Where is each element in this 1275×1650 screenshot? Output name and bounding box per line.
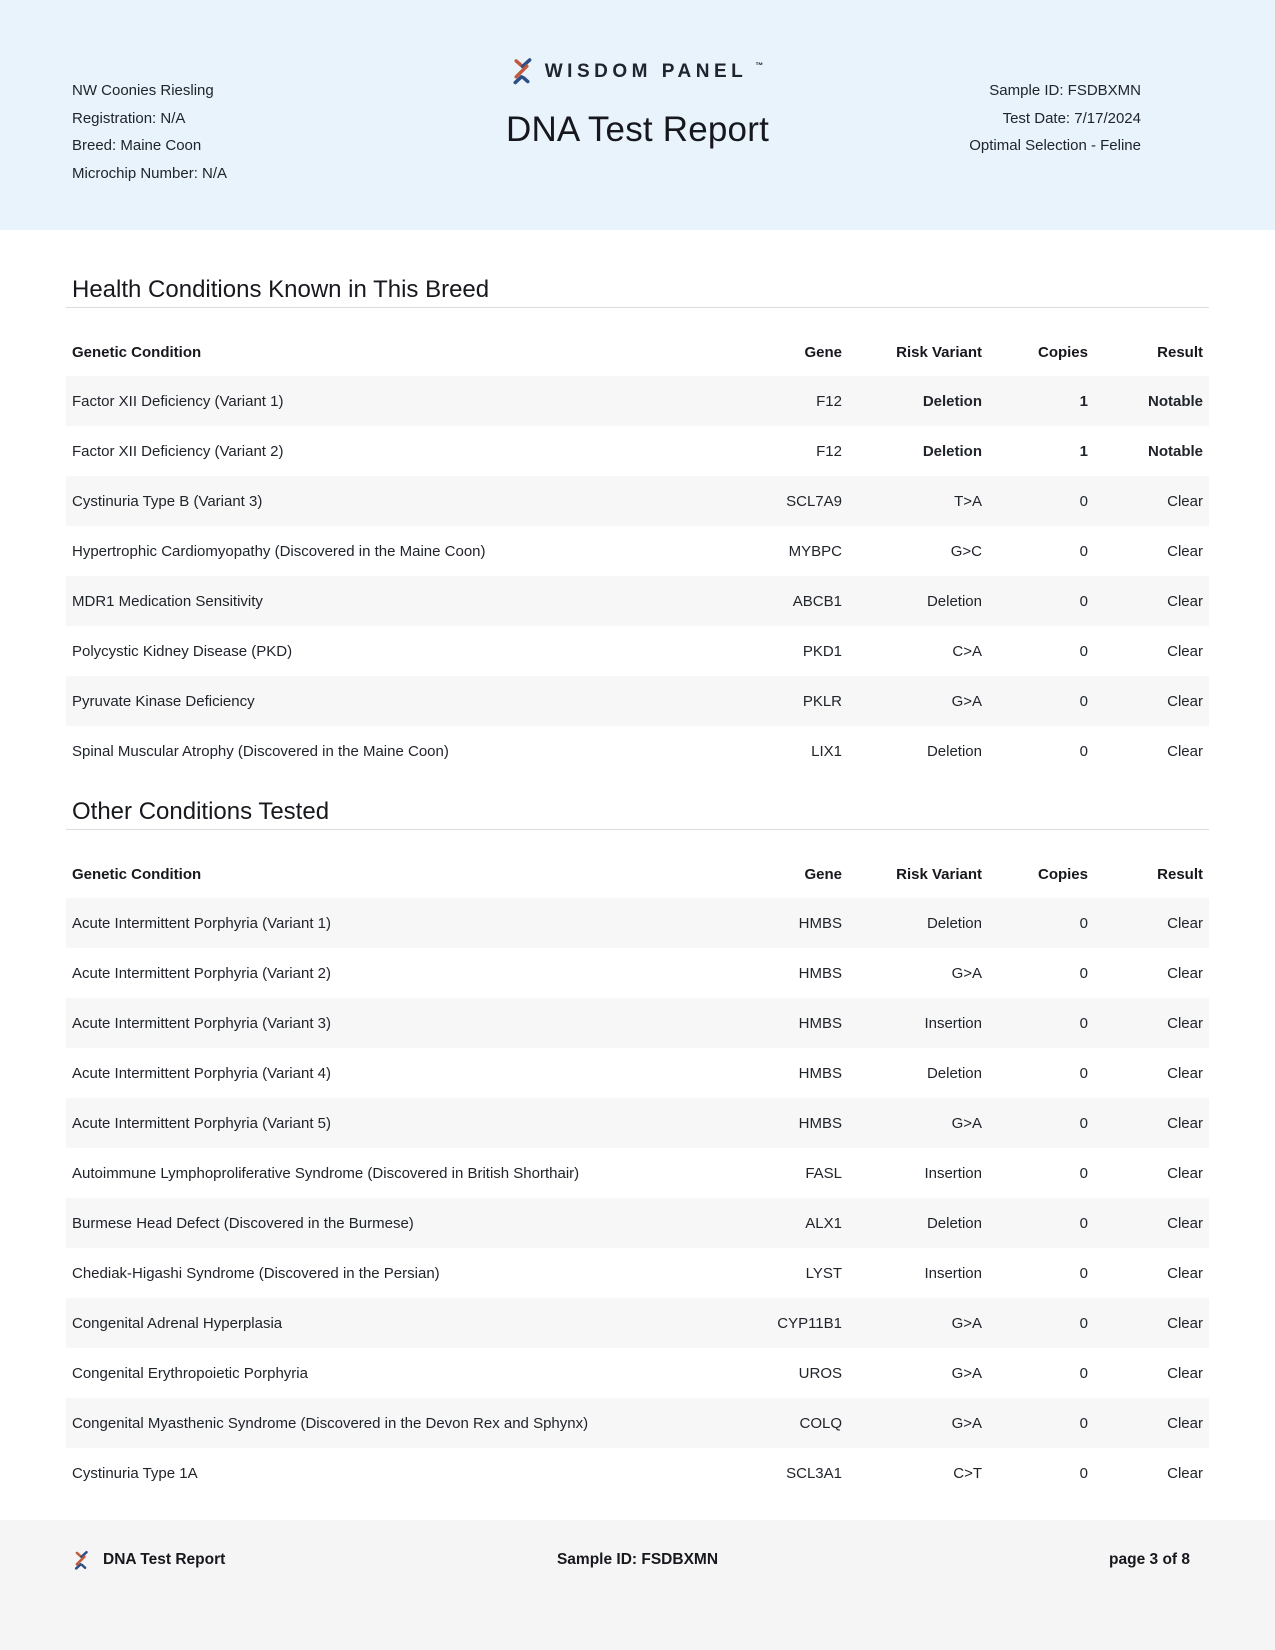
condition-cell: Factor XII Deficiency (Variant 2) (72, 442, 284, 460)
table-row (66, 376, 1209, 426)
footer-report-title: DNA Test Report (103, 1551, 226, 1568)
table-row (66, 1448, 1209, 1498)
brand-trademark: ™ (755, 61, 764, 70)
copies-cell: 0 (1079, 1114, 1088, 1132)
test-date: Test Date: 7/17/2024 (1002, 109, 1141, 127)
result-cell: Clear (1167, 1114, 1203, 1132)
condition-cell: Congenital Adrenal Hyperplasia (72, 1314, 283, 1332)
table-row (66, 1348, 1209, 1398)
condition-cell: Polycystic Kidney Disease (PKD) (72, 642, 293, 660)
brand-block (506, 57, 769, 150)
result-cell: Clear (1167, 1264, 1203, 1282)
condition-cell: Autoimmune Lymphoproliferative Syndrome (Discovered in British Shorthair) (72, 1164, 580, 1182)
table-row (66, 576, 1209, 626)
report-header (0, 0, 1275, 230)
result-cell: Clear (1167, 542, 1203, 560)
table-row (66, 948, 1209, 998)
copies-cell: 0 (1079, 1164, 1088, 1182)
result-cell: Clear (1167, 742, 1203, 760)
sample-id: Sample ID: FSDBXMN (989, 82, 1141, 99)
result-cell: Clear (1167, 1364, 1203, 1382)
copies-cell: 0 (1079, 592, 1088, 610)
risk-variant-cell: G>C (950, 542, 982, 560)
condition-cell: Spinal Muscular Atrophy (Discovered in the Maine Coon) (72, 742, 449, 760)
table-row (66, 726, 1209, 776)
risk-variant-cell: G>A (951, 964, 982, 982)
copies-cell: 0 (1079, 1014, 1088, 1032)
copies-cell: 0 (1079, 1464, 1088, 1482)
risk-variant-cell: T>A (954, 492, 982, 510)
result-cell: Clear (1167, 1314, 1203, 1332)
risk-variant-cell: Deletion (926, 1064, 982, 1082)
copies-cell: 0 (1079, 914, 1088, 932)
gene-cell: F12 (816, 442, 842, 460)
table-row (66, 426, 1209, 476)
copies-cell: 0 (1079, 642, 1088, 660)
column-header-result: Result (1157, 343, 1203, 361)
risk-variant-cell: C>T (953, 1464, 982, 1482)
condition-cell: Acute Intermittent Porphyria (Variant 4) (72, 1064, 331, 1082)
gene-cell: PKD1 (802, 642, 842, 660)
condition-cell: Acute Intermittent Porphyria (Variant 2) (72, 964, 331, 982)
table-body (66, 898, 1209, 1498)
risk-variant-cell: Deletion (922, 392, 982, 410)
pet-breed: Breed: Maine Coon (72, 137, 202, 154)
risk-variant-cell: G>A (951, 1314, 982, 1332)
table-row (66, 526, 1209, 576)
copies-cell: 0 (1079, 742, 1088, 760)
column-header-copies: Copies (1037, 343, 1088, 361)
result-cell: Clear (1167, 692, 1203, 710)
gene-cell: SCL7A9 (786, 492, 842, 510)
risk-variant-cell: G>A (951, 1364, 982, 1382)
gene-cell: HMBS (798, 1014, 842, 1032)
conditions-section (0, 276, 1275, 776)
risk-variant-cell: Deletion (926, 592, 982, 610)
risk-variant-cell: Deletion (926, 914, 982, 932)
wisdom-panel-dna-helix-icon (510, 57, 535, 86)
conditions-section (0, 798, 1275, 1498)
gene-cell: HMBS (798, 964, 842, 982)
result-cell: Clear (1167, 1014, 1203, 1032)
result-cell: Clear (1167, 492, 1203, 510)
result-cell: Clear (1167, 642, 1203, 660)
result-cell: Clear (1167, 1214, 1203, 1232)
condition-cell: Pyruvate Kinase Deficiency (72, 692, 255, 710)
column-header-genetic-condition: Genetic Condition (72, 865, 202, 883)
risk-variant-cell: Insertion (924, 1014, 982, 1032)
column-header-gene: Gene (804, 343, 842, 361)
footer-sample-id: Sample ID: FSDBXMN (556, 1551, 719, 1568)
table-row (66, 998, 1209, 1048)
table-row (66, 1048, 1209, 1098)
gene-cell: COLQ (799, 1414, 842, 1432)
risk-variant-cell: G>A (951, 1414, 982, 1432)
table-header-row (66, 337, 1209, 367)
gene-cell: CYP11B1 (777, 1314, 842, 1332)
result-cell: Clear (1167, 1464, 1203, 1482)
column-header-copies: Copies (1037, 865, 1088, 883)
gene-cell: HMBS (798, 914, 842, 932)
result-cell: Clear (1167, 592, 1203, 610)
gene-cell: LYST (805, 1264, 842, 1282)
footer-row (0, 1546, 1275, 1574)
sample-info (969, 77, 1141, 160)
table-row (66, 1398, 1209, 1448)
condition-cell: Acute Intermittent Porphyria (Variant 1) (72, 914, 331, 932)
condition-cell: MDR1 Medication Sensitivity (72, 592, 263, 610)
brand-logo (506, 57, 769, 86)
risk-variant-cell: Deletion (926, 742, 982, 760)
result-cell: Notable (1147, 442, 1203, 460)
table-row (66, 626, 1209, 676)
copies-cell: 0 (1079, 1314, 1088, 1332)
table-row (66, 1298, 1209, 1348)
gene-cell: HMBS (798, 1114, 842, 1132)
result-cell: Notable (1147, 392, 1203, 410)
footer-page-number: page 3 of 8 (1109, 1551, 1190, 1568)
gene-cell: SCL3A1 (786, 1464, 842, 1482)
copies-cell: 0 (1079, 1264, 1088, 1282)
gene-cell: ALX1 (805, 1214, 842, 1232)
gene-cell: LIX1 (811, 742, 842, 760)
condition-cell: Chediak-Higashi Syndrome (Discovered in the Persian) (72, 1264, 440, 1282)
risk-variant-cell: G>A (951, 692, 982, 710)
column-header-risk-variant: Risk Variant (896, 865, 982, 883)
result-cell: Clear (1167, 1064, 1203, 1082)
section-heading: Health Conditions Known in This Breed (66, 276, 1209, 308)
copies-cell: 0 (1079, 542, 1088, 560)
table-row (66, 898, 1209, 948)
risk-variant-cell: Deletion (926, 1214, 982, 1232)
pet-registration: Registration: N/A (72, 109, 186, 127)
brand-wordmark: WISDOM PANEL (544, 60, 748, 82)
risk-variant-cell: G>A (951, 1114, 982, 1132)
table-row (66, 1148, 1209, 1198)
risk-variant-cell: Insertion (924, 1164, 982, 1182)
condition-cell: Hypertrophic Cardiomyopathy (Discovered in the Maine Coon) (72, 542, 486, 560)
result-cell: Clear (1167, 914, 1203, 932)
gene-cell: PKLR (802, 692, 842, 710)
table-row (66, 1198, 1209, 1248)
risk-variant-cell: C>A (952, 642, 982, 660)
column-header-genetic-condition: Genetic Condition (72, 343, 202, 361)
report-footer (0, 1520, 1275, 1650)
copies-cell: 0 (1079, 1364, 1088, 1382)
report-main (0, 230, 1275, 1498)
table-row (66, 1098, 1209, 1148)
report-title: DNA Test Report (505, 110, 770, 149)
condition-cell: Burmese Head Defect (Discovered in the Burmese) (72, 1214, 414, 1232)
condition-cell: Acute Intermittent Porphyria (Variant 5) (72, 1114, 331, 1132)
result-cell: Clear (1167, 964, 1203, 982)
copies-cell: 1 (1079, 442, 1088, 460)
product-name: Optimal Selection - Feline (969, 137, 1141, 154)
pet-name: NW Coonies Riesling (72, 82, 214, 99)
gene-cell: ABCB1 (792, 592, 842, 610)
table-row (66, 676, 1209, 726)
copies-cell: 0 (1079, 1064, 1088, 1082)
condition-cell: Acute Intermittent Porphyria (Variant 3) (72, 1014, 331, 1032)
condition-cell: Cystinuria Type B (Variant 3) (72, 492, 263, 510)
risk-variant-cell: Deletion (922, 442, 982, 460)
gene-cell: MYBPC (788, 542, 842, 560)
gene-cell: UROS (798, 1364, 842, 1382)
gene-cell: FASL (805, 1164, 842, 1182)
gene-cell: F12 (816, 392, 842, 410)
copies-cell: 0 (1079, 1414, 1088, 1432)
copies-cell: 0 (1079, 964, 1088, 982)
copies-cell: 0 (1079, 692, 1088, 710)
gene-cell: HMBS (798, 1064, 842, 1082)
copies-cell: 0 (1079, 492, 1088, 510)
result-cell: Clear (1167, 1414, 1203, 1432)
table-body (66, 376, 1209, 776)
copies-cell: 0 (1079, 1214, 1088, 1232)
section-heading: Other Conditions Tested (66, 798, 1209, 830)
risk-variant-cell: Insertion (924, 1264, 982, 1282)
condition-cell: Factor XII Deficiency (Variant 1) (72, 392, 284, 410)
table-row (66, 476, 1209, 526)
condition-cell: Cystinuria Type 1A (72, 1464, 198, 1482)
table-header-row (66, 859, 1209, 889)
condition-cell: Congenital Myasthenic Syndrome (Discovered in the Devon Rex and Sphynx) (72, 1414, 589, 1432)
pet-info (72, 77, 227, 187)
column-header-risk-variant: Risk Variant (896, 343, 982, 361)
column-header-result: Result (1157, 865, 1203, 883)
table-row (66, 1248, 1209, 1298)
column-header-gene: Gene (804, 865, 842, 883)
result-cell: Clear (1167, 1164, 1203, 1182)
copies-cell: 1 (1079, 392, 1088, 410)
condition-cell: Congenital Erythropoietic Porphyria (72, 1364, 308, 1382)
pet-microchip: Microchip Number: N/A (72, 164, 228, 182)
